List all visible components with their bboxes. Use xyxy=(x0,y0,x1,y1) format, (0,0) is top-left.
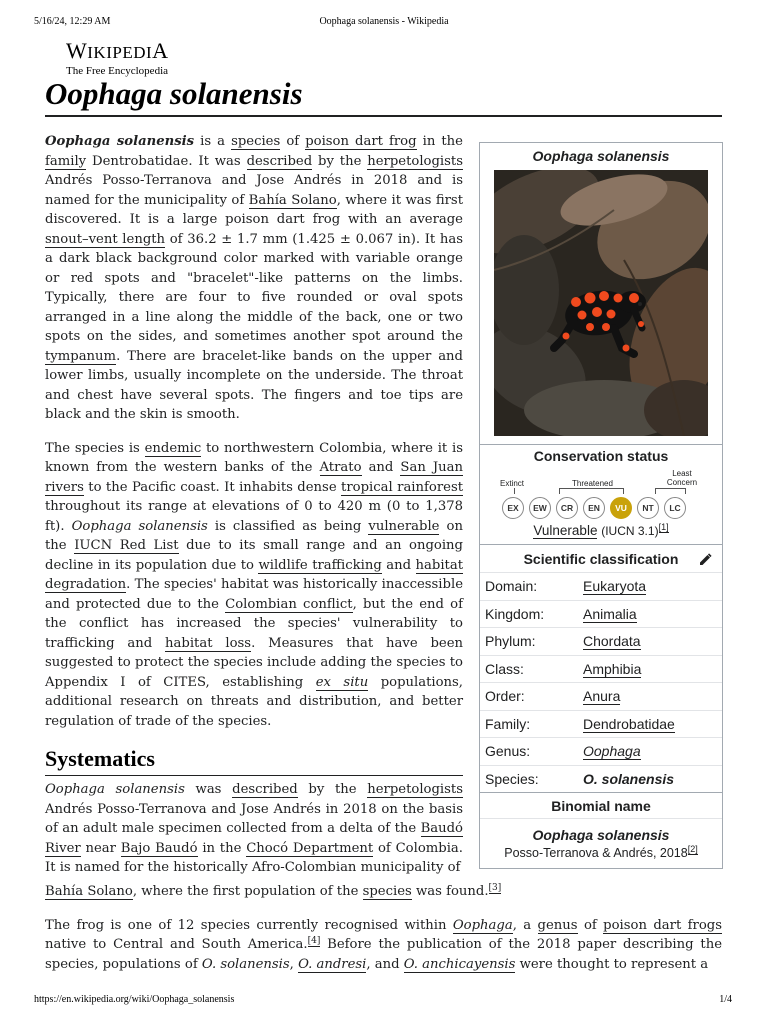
status-circle-nt: NT xyxy=(637,497,659,519)
link-poison-dart-frogs[interactable]: poison dart frogs xyxy=(603,917,722,933)
link-baudo-river[interactable]: Baudó River xyxy=(45,821,463,856)
link-vulnerable[interactable]: vulnerable xyxy=(368,518,440,534)
taxonomy-link[interactable]: Eukaryota xyxy=(583,578,647,595)
taxonomy-rank: Domain: xyxy=(485,578,538,595)
binomial-name: Oophaga solanensis xyxy=(480,818,722,846)
systematics-paragraph-2: The frog is one of 12 species currently recognised within Oophaga, a genus of poison dart frogs native to Central and South America.[4] Before the publication of the 2018 paper describing the species, populations of O. solanensis, O. andresi, and O. anchicayensis were thought to represent a xyxy=(45,917,722,972)
article-body xyxy=(45,132,463,878)
taxonomy-rank: Family: xyxy=(485,715,531,732)
taxonomy-name-cell xyxy=(583,606,722,622)
wikipedia-logo[interactable] xyxy=(66,40,169,77)
taxonomy-rank: Species: xyxy=(485,770,539,787)
link-o-anchicayensis[interactable]: O. anchicayensis xyxy=(403,956,516,972)
lead-paragraph-2: The species is endemic to northwestern Colombia, where it is known from the western banks of the Atrato and San Juan rivers to the Pacific coast. It inhabits dense tropical rainforest throughout its range at elevations of 0 to 420 m (0 to 1,378 ft). Oophaga solanensis is classified as being vulnerable on the IUCN Red List due to its small range and an ongoing decline in its population due to wildlife trafficking and habitat degradation. The species' habitat was historically inaccessible and protected due to the Colombian conflict, but the end of the conflict has increased the species' vulnerability to trafficking and habitat loss. Measures that have been suggested to protect the species include adding the species to Appendix I of CITES, establishing ex situ populations, additional research on threats and distribution, and better regulation of trade of the species. xyxy=(45,440,464,729)
binomial-name-header: Binomial name xyxy=(480,792,722,818)
scale-label-least-concern: Least Concern xyxy=(666,469,698,487)
conservation-status-line xyxy=(480,521,722,544)
taxonomy-link[interactable]: Dendrobatidae xyxy=(583,715,675,732)
link-herpetologists[interactable]: herpetologists xyxy=(367,153,463,169)
status-circle-lc: LC xyxy=(664,497,686,519)
status-circle-vu: VU xyxy=(610,497,632,519)
status-circle-en: EN xyxy=(583,497,605,519)
link-atrato[interactable]: Atrato xyxy=(319,460,362,475)
link-ex-situ[interactable]: ex situ xyxy=(315,674,369,690)
infobox-caption: Oophaga solanensis xyxy=(532,148,670,164)
link-species-2[interactable]: species xyxy=(362,884,412,899)
taxonomy-name-cell xyxy=(583,578,722,594)
ref-3[interactable]: [3] xyxy=(488,882,502,893)
link-snout-vent-length[interactable]: snout–vent length xyxy=(45,231,166,247)
wikipedia-tagline: The Free Encyclopedia xyxy=(66,65,169,77)
frog-photo-illustration xyxy=(494,170,708,436)
systematics-paragraph-1-end: Bahía Solano, where the first population of the species was found.[3] xyxy=(45,882,502,899)
taxonomy-row xyxy=(480,710,722,738)
link-species[interactable]: species xyxy=(231,134,281,149)
binomial-authority: Posso-Terranova & Andrés, 2018[2] xyxy=(504,843,698,860)
scale-label-threatened: Threatened xyxy=(572,479,613,488)
status-circle-ex: EX xyxy=(502,497,524,519)
status-circle-ew: EW xyxy=(529,497,551,519)
taxonomy-row xyxy=(480,765,722,793)
link-bahia-solano-2[interactable]: Bahía Solano xyxy=(45,884,133,899)
link-endemic[interactable]: endemic xyxy=(144,440,202,456)
status-code: (IUCN 3.1) xyxy=(601,524,659,538)
taxonomy-rank: Kingdom: xyxy=(485,605,545,622)
taxonomy-row xyxy=(480,682,722,710)
ref-4[interactable]: [4] xyxy=(307,935,321,946)
iucn-status-scale xyxy=(480,467,722,521)
ref-1[interactable]: [1] xyxy=(658,521,669,532)
taxonomy-name-cell xyxy=(583,661,722,677)
taxonomy-row xyxy=(480,737,722,765)
taxonomy-rank: Phylum: xyxy=(485,633,536,650)
page-title: Oophaga solanensis xyxy=(45,74,722,117)
systematics-paragraph-1: Oophaga solanensis was described by the herpetologists Andrés Posso-Terranova and Jose Andrés in 2018 on the basis of an adult male specimen collected from a delta of the Baudó River near Bajo Baudó in the Chocó Department of Colombia. It is named for the historically Afro-Colombian municipality of xyxy=(45,782,463,875)
link-bahia-solano[interactable]: Bahía Solano xyxy=(248,192,337,208)
taxonomy-name-cell xyxy=(583,633,722,649)
taxonomy-link: O. solanensis xyxy=(583,770,675,787)
taxonomy-link[interactable]: Amphibia xyxy=(583,660,642,677)
link-tympanum[interactable]: tympanum xyxy=(45,348,117,364)
ref-2[interactable]: [2] xyxy=(687,843,698,854)
section-heading-systematics: Systematics xyxy=(45,745,463,776)
lead-paragraph-1: Oophaga solanensis is a species of poison dart frog in the family Dentrobatidae. It was described by the herpetologists Andrés Posso-Terranova and Jose Andrés in 2018 and is named for the municipality of Bahía Solano, where it was first discovered. It is a large poison dart frog with an average snout–vent length of 36.2 ± 1.7 mm (1.425 ± 0.067 in). It has a dark black background color marked with variable orange or red spots and "bracelet"-like patterns on the limbs. Typically, there are four to five rounded or oval spots arranged in a line along the middle of the back, one or two spots on the sides, and sometimes another spot around the tympanum. There are bracelet-like bands on the upper and lower limbs, usually incomplete on the underside. The throat and chest have several spots. The fingers and toe tips are black and the skin is smooth. xyxy=(45,134,463,422)
link-wildlife-trafficking[interactable]: wildlife trafficking xyxy=(258,557,382,573)
pencil-icon[interactable] xyxy=(698,553,712,567)
taxonomy-name-cell xyxy=(583,743,722,759)
taxonomy-table xyxy=(480,572,722,792)
link-habitat-loss[interactable]: habitat loss xyxy=(165,635,252,651)
taxonomy-row xyxy=(480,655,722,683)
link-poison-dart-frog[interactable]: poison dart frog xyxy=(305,134,417,149)
taxonomy-row xyxy=(480,572,722,600)
taxonomy-link[interactable]: Animalia xyxy=(583,605,637,622)
link-family[interactable]: family xyxy=(45,153,87,169)
taxonomy-name-cell xyxy=(583,771,722,787)
link-habitat-degradation[interactable]: habitat degradation xyxy=(45,557,464,592)
link-colombian-conflict[interactable]: Colombian conflict xyxy=(225,596,353,612)
status-circle-cr: CR xyxy=(556,497,578,519)
link-iucn-red-list[interactable]: IUCN Red List xyxy=(74,538,179,553)
taxonomy-row xyxy=(480,600,722,628)
status-circles xyxy=(502,497,686,519)
taxonomy-rank: Order: xyxy=(485,688,525,705)
taxonomy-name-cell xyxy=(583,716,722,732)
scale-label-extinct: Extinct xyxy=(500,479,525,488)
taxonomy-rank: Class: xyxy=(485,660,524,677)
print-page-number: 1/4 xyxy=(719,994,732,1005)
wikipedia-wordmark: WIKIPEDIA xyxy=(66,38,169,63)
link-described-2[interactable]: described xyxy=(232,782,298,797)
taxonomy-rank: Genus: xyxy=(485,743,531,760)
taxonomy-row xyxy=(480,627,722,655)
link-bajo-baudo[interactable]: Bajo Baudó xyxy=(120,840,198,856)
link-o-andresi[interactable]: O. andresi xyxy=(298,956,367,972)
taxonomy-link[interactable]: Chordata xyxy=(583,633,641,650)
species-infobox xyxy=(479,142,723,869)
link-oophaga[interactable]: Oophaga xyxy=(452,917,513,933)
taxonomy-link[interactable]: Oophaga xyxy=(583,743,641,760)
print-url: https://en.wikipedia.org/wiki/Oophaga_solanensis xyxy=(34,994,235,1005)
print-doc-title: Oophaga solanensis - Wikipedia xyxy=(319,16,449,27)
conservation-status-header: Conservation status xyxy=(480,444,722,467)
scientific-classification-header: Scientific classification xyxy=(480,544,722,572)
link-vulnerable-status[interactable]: Vulnerable xyxy=(533,523,598,538)
link-tropical-rainforest[interactable]: tropical rainforest xyxy=(341,479,464,495)
taxonomy-name-cell xyxy=(583,688,722,704)
systematics-continued xyxy=(45,882,722,988)
link-choco-department[interactable]: Chocó Department xyxy=(246,840,374,856)
link-described[interactable]: described xyxy=(246,153,313,169)
link-genus[interactable]: genus xyxy=(537,917,578,933)
taxonomy-link[interactable]: Anura xyxy=(583,688,621,705)
link-san-juan-rivers[interactable]: San Juan rivers xyxy=(45,460,463,495)
print-datetime: 5/16/24, 12:29 AM xyxy=(34,16,111,27)
link-herpetologists-2[interactable]: herpetologists xyxy=(367,782,463,797)
frog-photo[interactable] xyxy=(494,170,708,436)
